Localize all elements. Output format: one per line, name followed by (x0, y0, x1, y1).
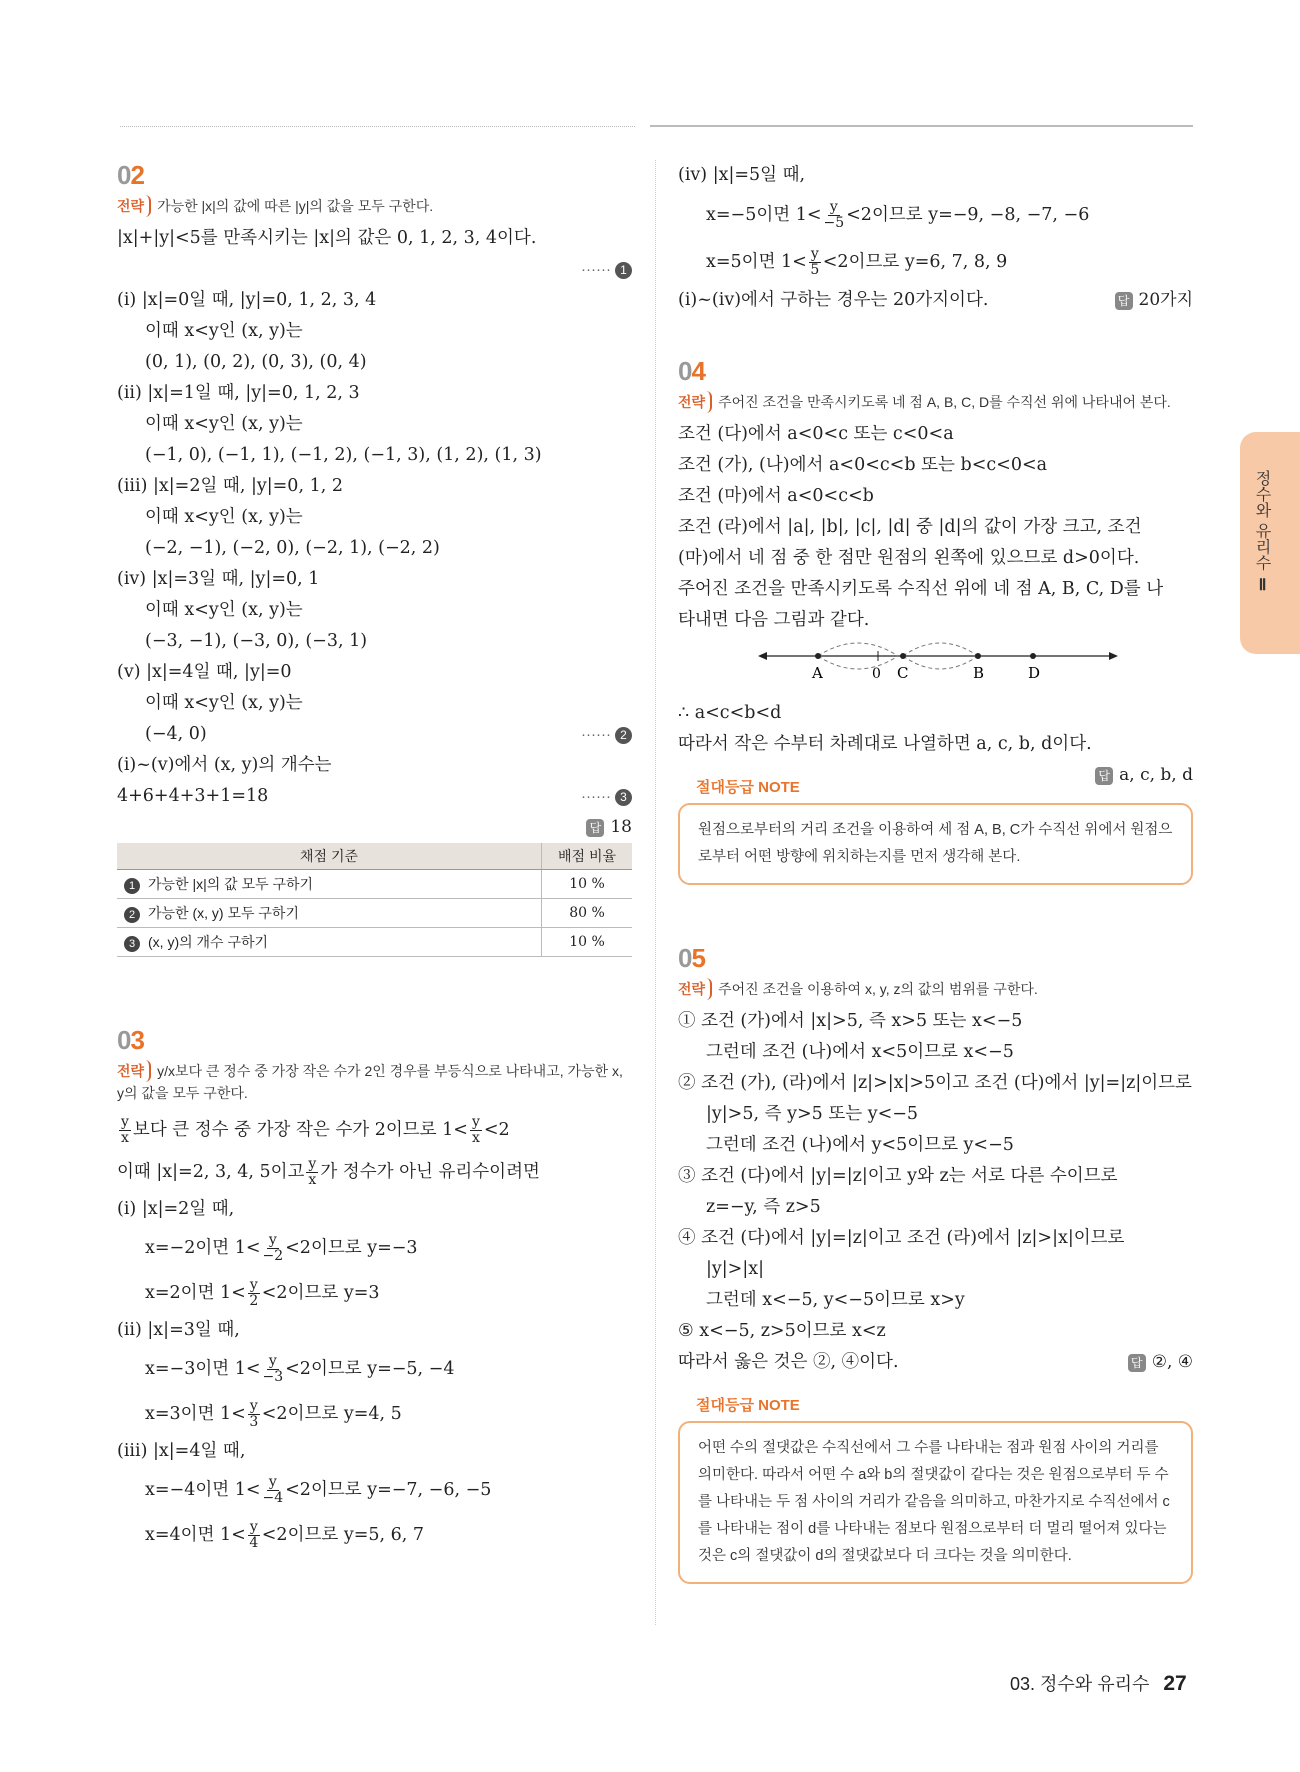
solution-line: (−3, −1), (−3, 0), (−3, 1) (145, 631, 368, 651)
solution-line: (ii) |x|=1일 때, |y|=0, 1, 2, 3 (117, 383, 360, 403)
solution-line: (iv) |x|=3일 때, |y|=0, 1 (117, 569, 320, 589)
solution-line: 조건 (가), (나)에서 a<0<c<b 또는 b<c<0<a (678, 455, 1048, 475)
chapter-side-label: 정수와 유리수 Ⅱ (1253, 470, 1270, 594)
solution-line: (ii) |x|=3일 때, (117, 1320, 240, 1340)
solution-line: (−4, 0) (145, 724, 207, 744)
solution-line: (iv) |x|=5일 때, (678, 165, 806, 185)
solution-line: ③ 조건 (다)에서 |y|=|z|이고 y와 z는 서로 다른 수이므로 (678, 1166, 1118, 1186)
solution-line: 따라서 작은 수부터 차례대로 나열하면 a, c, b, d이다. (678, 734, 1092, 754)
strategy: 전략 y/x보다 큰 정수 중 가장 작은 수가 2인 경우를 부등식으로 나타내고, 가능한 x, y의 값을 모두 구한다. (117, 1060, 632, 1104)
note-box: 원점으로부터의 거리 조건을 이용하여 세 점 A, B, C가 수직선 위에서 원점으로부터 어떤 방향에 위치하는지를 먼저 생각해 본다. (678, 803, 1193, 885)
table-row: 2 가능한 (x, y) 모두 구하기 80 % (117, 899, 632, 928)
page-footer: 03. 정수와 유리수 27 (1010, 1672, 1187, 1695)
solution-line: (마)에서 네 점 중 한 점만 원점의 왼쪽에 있으므로 d>0이다. (678, 548, 1140, 568)
point-label-d: D (1028, 664, 1041, 682)
page-number: 27 (1163, 1672, 1187, 1695)
solution-line: 4+6+4+3+1=18 (117, 786, 269, 806)
solution-line: 이때 x<y인 (x, y)는 (145, 321, 303, 341)
point-label-c: C (897, 664, 909, 682)
strategy: 전략 주어진 조건을 이용하여 x, y, z의 값의 범위를 구한다. (678, 978, 1193, 1000)
solution-line: 타내면 다음 그림과 같다. (678, 610, 870, 630)
strategy-tag: 전략 (117, 1060, 151, 1082)
solution-line: (iii) |x|=4일 때, (117, 1441, 246, 1461)
scoring-header: 채점 기준 (117, 843, 542, 870)
note-box: 어떤 수의 절댓값은 수직선에서 그 수를 나타내는 점과 원점 사이의 거리를 의미한다. 따라서 어떤 수 a와 b의 절댓값이 같다는 것은 원점으로부터 두 수를 나타내는 두 점 사이의 거리가 같음을 의미하고, 마찬가지로 수직선에서 c를 나타내는 점이 d를 나타내는 점보다 원점으로부터 더 멀리 떨어져 있다는 것은 c의 절댓값이 d의 절댓값보다 더 크다는 것을 의미한다. (678, 1421, 1193, 1584)
answer-badge: 답 (586, 819, 604, 837)
solution-line: ⑤ x<−5, z>5이므로 x<z (678, 1321, 886, 1341)
answer: 답 18 (586, 812, 632, 843)
origin-label: 0 (872, 666, 881, 682)
solution-line: ② 조건 (가), (라)에서 |z|>|x|>5이고 조건 (다)에서 |y|=|z|이므로 (678, 1073, 1192, 1093)
problem-number-03: 03 (117, 1025, 144, 1055)
solution-line: 그런데 조건 (나)에서 x<5이므로 x<−5 (706, 1042, 1014, 1062)
solution-line: 그런데 조건 (나)에서 y<5이므로 y<−5 (706, 1135, 1014, 1155)
solution-line: ∴ a<c<b<d (678, 703, 782, 723)
problem-number-05: 05 (678, 943, 705, 973)
answer: 답 a, c, b, d (1095, 760, 1193, 791)
solution-line: (v) |x|=4일 때, |y|=0 (117, 662, 292, 682)
solution-line: 주어진 조건을 만족시키도록 수직선 위에 네 점 A, B, C, D를 나 (678, 579, 1164, 599)
solution-line: ④ 조건 (다)에서 |y|=|z|이고 조건 (라)에서 |z|>|x|이므로 (678, 1228, 1125, 1248)
strategy: 전략 가능한 |x|의 값에 따른 |y|의 값을 모두 구한다. (117, 195, 632, 217)
strategy-tag: 전략 (117, 195, 151, 217)
table-row: 1 가능한 |x|의 값 모두 구하기 10 % (117, 870, 632, 899)
solution-line: (0, 1), (0, 2), (0, 3), (0, 4) (145, 352, 367, 372)
answer: 답 ②, ④ (1128, 1347, 1193, 1378)
note-title: 절대등급 NOTE (696, 779, 800, 796)
solution-line: 이때 x<y인 (x, y)는 (145, 414, 303, 434)
column-divider (655, 160, 656, 1625)
number-line-figure (678, 636, 1193, 694)
solution-line: ① 조건 (가)에서 |x|>5, 즉 x>5 또는 x<−5 (678, 1011, 1023, 1031)
solution-line: (iii) |x|=2일 때, |y|=0, 1, 2 (117, 476, 343, 496)
solution-line: 그런데 x<−5, y<−5이므로 x>y (706, 1290, 965, 1310)
table-row: 3 (x, y)의 개수 구하기 10 % (117, 928, 632, 957)
scoring-table (117, 843, 632, 957)
solution-line: (−1, 0), (−1, 1), (−1, 2), (−1, 3), (1, 2), (1, 3) (145, 445, 542, 465)
solution-line: (−2, −1), (−2, 0), (−2, 1), (−2, 2) (145, 538, 440, 558)
step-marker: ······ 1 (581, 254, 632, 285)
solution-line: 이때 x<y인 (x, y)는 (145, 693, 303, 713)
solution-line: 이때 x<y인 (x, y)는 (145, 600, 303, 620)
solution-line: |y|>5, 즉 y>5 또는 y<−5 (706, 1104, 919, 1124)
note-title: 절대등급 NOTE (696, 1397, 800, 1414)
solution-line: 조건 (마)에서 a<0<c<b (678, 486, 874, 506)
top-rule (650, 125, 1193, 127)
right-column: (iv) |x|=5일 때, x=−5이면 1< $\frac{y}{-5}$ <2이므로 y=−9, −8, −7, −6 x=5이면 1< $\frac{y}{5}$ <2이므로 y=6, 7, 8, 9 (i)~(iv)에서 구하는 경우는 20가지이다. 답 20가지 04 전략 주어진 조건을 만족시키도록 네 점 A, B, C, D를 수직선 위에 나타내어 본다. 조건 (다)에서 a<0<c 또는 c<0<a 조건 (가), (나)에서 a<0<c<b 또는 b<c<0<a 조건 (마)에서 a<0<c<b 조건 (라)에서 |a|, |b|, |c|, |d| 중 |d|의 값이 가장 크고, 조건 (마)에서 네 점 중 한 점만 원점의 왼쪽에 있으므로 d>0이다. 주어진 조건을 만족시키도록 수직선 위에 네 점 A, B, C, D를 나 타내면 다음 그림과 같다. A 0 C B D ∴ a<c<b<d 따라서 작은 수부터 차례대로 나열하면 a, c, b, d이다. 답 a, c, b, d 절대등급 NOTE 원점으로부터의 거리 조건을 이용하여 세 점 A, B, C가 수직선 위에서 원점으로부터 어떤 방향에 위치하는지를 먼저 생각해 본다. 05 전략 주어진 조건을 이용하여 x, y, z의 값의 범위를 구한다. ① 조건 (가)에서 |x|>5, 즉 x>5 또는 x<−5 그런데 조건 (나)에서 x<5이므로 x<−5 ② 조건 (가), (라)에서 |z|>|x|>5이고 조건 (다)에서 |y|=|z|이므로 |y|>5, 즉 y>5 또는 y<−5 그런데 조건 (나)에서 y<5이므로 y<−5 ③ 조건 (다)에서 |y|=|z|이고 y와 z는 서로 다른 수이므로 z=−y, 즉 z>5 ④ 조건 (다)에서 |y|=|z|이고 조건 (라)에서 |z|>|x|이므로 |y|>|x| 그런데 x<−5, y<−5이므로 x>y ⑤ x<−5, z>5이므로 x<z 따라서 옳은 것은 ②, ④이다. 답 ②, ④ 절대등급 NOTE 어떤 수의 절댓값은 수직선에서 그 수를 나타내는 점과 원점 사이의 거리를 의미한다. 따라서 어떤 수 a와 b의 절댓값이 같다는 것은 원점으로부터 두 수를 나타내는 두 점 사이의 거리가 같음을 의미하고, 마찬가지로 수직선에서 c를 나타내는 점이 d를 나타내는 점보다 원점으로부터 더 멀리 떨어져 있다는 것은 c의 절댓값이 d의 절댓값보다 더 크다는 것을 의미한다. (678, 160, 1193, 1584)
solution-line: (i)~(v)에서 (x, y)의 개수는 (117, 755, 332, 775)
problem-number-02: 02 (117, 160, 144, 190)
solution-line: (i) |x|=2일 때, (117, 1199, 235, 1219)
scoring-header: 배점 비율 (542, 843, 633, 870)
solution-line: 조건 (다)에서 a<0<c 또는 c<0<a (678, 424, 954, 444)
left-column: 02 전략 가능한 |x|의 값에 따른 |y|의 값을 모두 구한다. |x|+|y|<5를 만족시키는 |x|의 값은 0, 1, 2, 3, 4이다. ······ 1 (i) |x|=0일 때, |y|=0, 1, 2, 3, 4 이때 x<y인 (x, y)는 (0, 1), (0, 2), (0, 3), (0, 4) (ii) |x|=1일 때, |y|=0, 1, 2, 3 이때 x<y인 (x, y)는 (−1, 0), (−1, 1), (−1, 2), (−1, 3), (1, 2), (1, 3) (iii) |x|=2일 때, |y|=0, 1, 2 이때 x<y인 (x, y)는 (−2, −1), (−2, 0), (−2, 1), (−2, 2) (iv) |x|=3일 때, |y|=0, 1 이때 x<y인 (x, y)는 (−3, −1), (−3, 0), (−3, 1) (v) |x|=4일 때, |y|=0 이때 x<y인 (x, y)는 (−4, 0) ······ 2 (i)~(v)에서 (x, y)의 개수는 4+6+4+3+1=18 ······ 3 답 18 채점 기준 배점 비율 1 가능한 |x|의 값 모두 구하기 10 % 2 가능한 (x, y) 모두 구하기 80 % 3 (x, y)의 개수 구하기 10 % 03 전략 y/x보다 큰 정수 중 가장 작은 수가 2인 경우를 부등식으로 나타내고, 가능한 x, y의 값을 모두 구한다. $\frac{y}{x}$ 보다 큰 정수 중 가장 작은 수가 2이므로 1< $\frac{y}{x}$ <2 이때 |x|=2, 3, 4, 5이고 $\frac{y}{x}$ 가 정수가 아닌 유리수이려면 (i) |x|=2일 때, x=−2이면 1< $\frac{y}{-2}$ <2이므로 y=−3 x=2이면 1< $\frac{y}{2}$ <2이므로 y=3 (ii) |x|=3일 때, x=−3이면 1< $\frac{y}{-3}$ <2이므로 y=−5, −4 x=3이면 1< $\frac{y}{3}$ <2이므로 y=4, 5 (iii) |x|=4일 때, x=−4이면 1< $\frac{y}{-4}$ <2이므로 y=−7, −6, −5 x=4이면 1< $\frac{y}{4}$ <2이므로 y=5, 6, 7 (117, 160, 632, 1551)
point-label-b: B (973, 664, 985, 682)
answer: 답 20가지 (1115, 285, 1193, 316)
solution-line: z=−y, 즉 z>5 (706, 1197, 821, 1217)
solution-line: 조건 (라)에서 |a|, |b|, |c|, |d| 중 |d|의 값이 가장 크고, 조건 (678, 517, 1142, 537)
solution-line: 이때 x<y인 (x, y)는 (145, 507, 303, 527)
step-marker: ······ 2 (581, 719, 632, 750)
strategy: 전략 주어진 조건을 만족시키도록 네 점 A, B, C, D를 수직선 위에 나타내어 본다. (678, 391, 1193, 413)
problem-number-04: 04 (678, 356, 705, 386)
solution-line: |y|>|x| (706, 1259, 765, 1279)
step-marker: ······ 3 (581, 781, 632, 812)
solution-line: |x|+|y|<5를 만족시키는 |x|의 값은 0, 1, 2, 3, 4이다. (117, 228, 537, 248)
top-dotted-rule (120, 126, 635, 127)
point-label-a: A (812, 664, 823, 682)
solution-line: (i) |x|=0일 때, |y|=0, 1, 2, 3, 4 (117, 290, 377, 310)
